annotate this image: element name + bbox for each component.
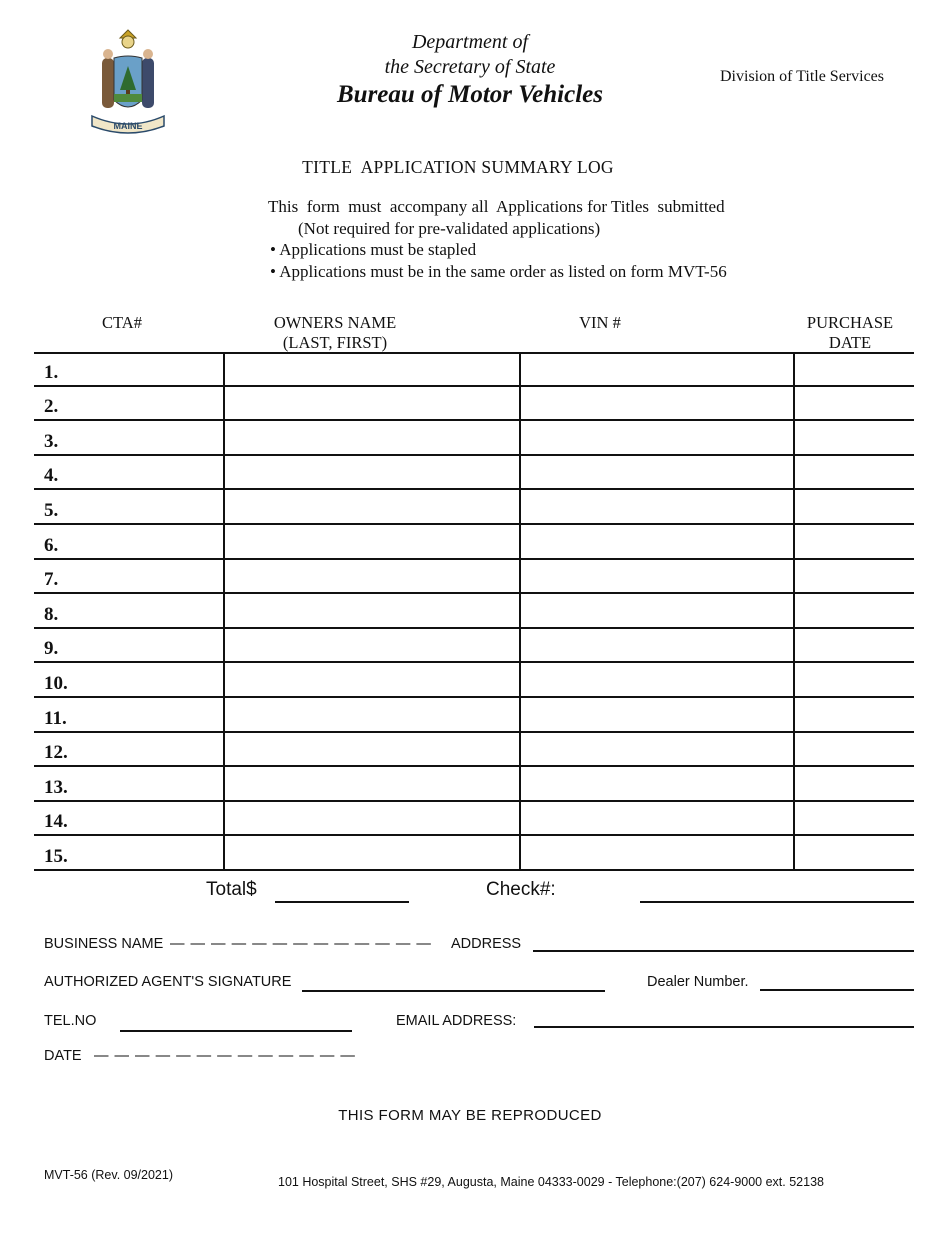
row-number: 12. [44,742,68,764]
table-row[interactable] [34,733,914,768]
signature-label: AUTHORIZED AGENT'S SIGNATURE [44,974,292,990]
notice-bullet-1: • Applications must be stapled [270,240,477,259]
row-number: 14. [44,811,68,833]
table-row[interactable] [34,421,914,456]
svg-text:MAINE: MAINE [113,121,143,131]
table-row[interactable] [34,387,914,422]
row-number: 9. [44,638,59,660]
tel-label: TEL.NO [44,1013,97,1029]
bureau-name: Bureau of Motor Vehicles [336,81,603,108]
row-number: 7. [44,569,59,591]
notice-line-1: This form must accompany all Applications for Titles submitted [268,197,725,216]
row-number: 6. [44,534,59,556]
address-field[interactable] [533,950,914,952]
email-field[interactable] [534,1026,914,1028]
total-label: Total$ [206,879,257,900]
column-divider [519,352,521,871]
state-seal-logo [80,28,176,140]
table-row[interactable] [34,352,914,387]
table-row[interactable] [34,629,914,664]
date-label: DATE [44,1048,82,1064]
notice-bullet-2: • Applications must be in the same order as listed on form MVT-56 [270,261,727,281]
row-number: 1. [44,361,59,383]
signature-field[interactable] [302,990,605,992]
row-number: 8. [44,603,59,625]
row-number: 15. [44,845,68,867]
column-header-owner: OWNERS NAME (LAST, FIRST) [273,313,397,352]
table-row[interactable] [34,490,914,525]
column-divider [223,352,225,871]
dealer-number-label: Dealer Number. [647,974,749,990]
division-name: Division of Title Services [720,68,885,85]
table-row[interactable] [34,525,914,560]
tel-field[interactable] [120,1030,352,1032]
row-number: 3. [44,430,59,452]
department-heading [290,30,650,110]
business-name-label: BUSINESS NAME [44,936,164,952]
row-number: 10. [44,672,68,694]
reproduce-notice: THIS FORM MAY BE REPRODUCED [338,1107,602,1124]
table-row[interactable] [34,836,914,871]
department-line-1: Department of [411,31,529,53]
table-row[interactable] [34,560,914,595]
department-line-2: the Secretary of State [384,56,556,78]
row-number: 4. [44,465,59,487]
row-number: 11. [44,707,67,729]
table-row[interactable] [34,663,914,698]
row-number: 13. [44,776,68,798]
column-header-purchase-date: PURCHASE DATE [806,313,894,352]
table-row[interactable] [34,456,914,491]
total-field[interactable] [275,901,409,903]
row-number: 2. [44,396,59,418]
email-label: EMAIL ADDRESS: [396,1013,517,1029]
dealer-number-field[interactable] [760,989,914,991]
column-header-cta: CTA# [102,313,142,332]
application-log-table [34,352,914,871]
row-number: 5. [44,499,59,521]
column-divider [793,352,795,871]
form-notice [268,196,727,282]
table-row[interactable] [34,767,914,802]
table-row[interactable] [34,802,914,837]
business-name-field[interactable]: — — — — — — — — — — — — — [170,936,432,952]
form-number: MVT-56 (Rev. 09/2021) [44,1168,173,1182]
date-field[interactable]: — — — — — — — — — — — — — [94,1048,356,1064]
table-row[interactable] [34,698,914,733]
address-label: ADDRESS [451,936,522,952]
check-label: Check#: [486,879,556,900]
notice-line-2: (Not required for pre-validated applications) [298,218,601,238]
table-row[interactable] [34,594,914,629]
check-number-field[interactable] [640,901,914,903]
column-header-vin: VIN # [579,313,621,332]
office-address: 101 Hospital Street, SHS #29, Augusta, Maine 04333-0029 - Telephone:(207) 624-9000 ext. 52138 [278,1175,824,1189]
form-title: TITLE APPLICATION SUMMARY LOG [302,157,614,177]
